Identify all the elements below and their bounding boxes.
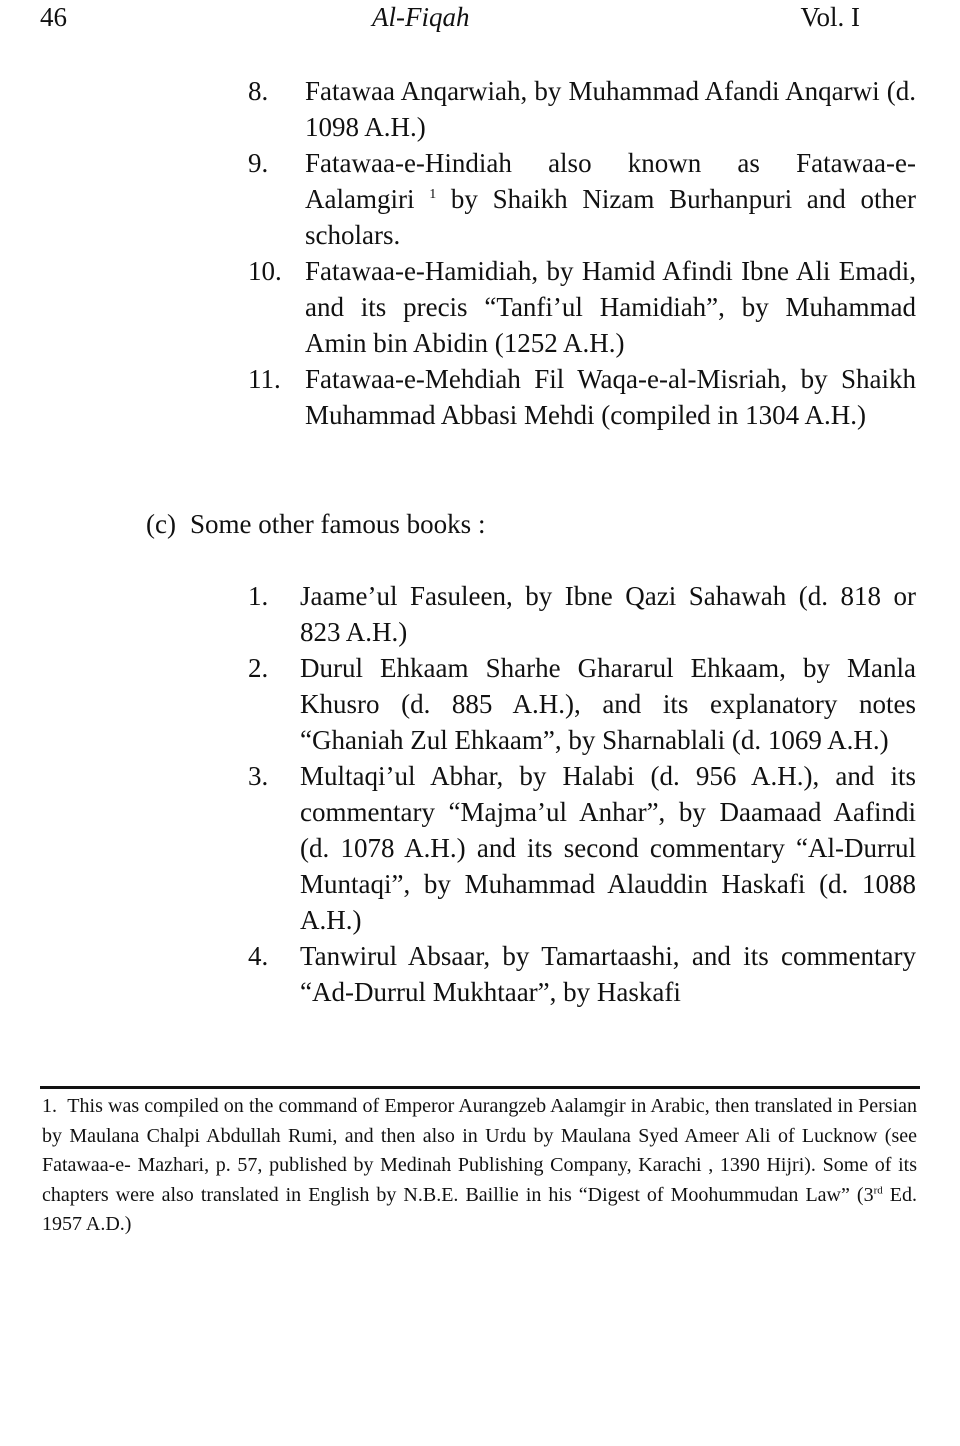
item-text: Fatawaa-e-Mehdiah Fil Waqa-e-al-Misriah, by Shaikh Muhammad Abbasi Mehdi (compiled in 1304 A.H.) [305, 364, 916, 430]
item-number: 1. [248, 581, 269, 611]
list-item [248, 145, 916, 253]
item-text: Fatawaa Anqarwiah, by Muhammad Afandi Anqarwi (d. 1098 A.H.) [305, 76, 916, 142]
list-item [248, 938, 916, 1010]
item-number: 2. [248, 653, 269, 683]
item-number: 3. [248, 761, 269, 791]
list-item [248, 73, 916, 145]
famous-books-list [248, 578, 916, 1010]
item-text-continued: by Shaikh Nizam Burhanpuri and other scholars. [305, 184, 916, 250]
item-number: 11. [248, 364, 281, 394]
item-number: 4. [248, 941, 269, 971]
section-title: Some other famous books : [189, 509, 486, 539]
item-text: Fatawaa-e-Hamidiah, by Hamid Afindi Ibne Ali Emadi, and its precis “Tanfi’ul Hamidiah”, by Muhammad Amin bin Abidin (1252 A.H.) [305, 256, 916, 358]
list-item [248, 578, 916, 650]
item-number: 9. [248, 148, 269, 178]
list-item [248, 253, 916, 361]
footnote-reference[interactable]: 1 [429, 187, 437, 202]
footnote-number: 1. [42, 1095, 57, 1117]
volume-label: Vol. I [800, 2, 860, 32]
footnote-tail: Ed. 1957 A.D.) [42, 1183, 918, 1235]
section-heading [146, 506, 485, 542]
list-item [248, 758, 916, 938]
running-header [40, 2, 860, 42]
item-number: 8. [248, 76, 269, 106]
footnote-text: This was compiled on the command of Emperor Aurangzeb Aalamgir in Arabic, then translated in Persian by Maulana Chalpi Abdullah Rumi, and then also in Urdu by Maulana Syed Ameer Ali of Lucknow (see Fatawaa-e- Mazhari, p. 57, published by Medinah Publishing Company, Karachi , 1390 Hijri). Some of its chapters were also translated in English by N.B.E. Baillie in his “Digest of Moohummudan Law” (3 [42, 1095, 917, 1206]
footnote-divider [40, 1086, 920, 1089]
section-label: (c) [146, 509, 176, 539]
item-number: 10. [248, 256, 282, 286]
item-text: Jaame’ul Fasuleen, by Ibne Qazi Sahawah (d. 818 or 823 A.H.) [300, 581, 916, 647]
item-text: Multaqi’ul Abhar, by Halabi (d. 956 A.H.), and its commentary “Majma’ul Anhar”, by Daamaad Aafindi (d. 1078 A.H.) and its second commentary “Al-Durrul Muntaqi”, by Muhammad Alauddin Haskafi (d. 1088 A.H.) [300, 761, 916, 935]
item-text: Tanwirul Absaar, by Tamartaashi, and its commentary “Ad-Durrul Mukhtaar”, by Haskafi [300, 941, 916, 1007]
item-text: Fatawaa-e-Hindiah also known as Fatawaa-e-Aalamgiri [305, 148, 916, 214]
list-item [248, 361, 916, 433]
ordinal-suffix: rd [873, 1183, 883, 1196]
book-title: Al-Fiqah [372, 2, 470, 32]
page-number: 46 [40, 2, 67, 32]
list-item [248, 650, 916, 758]
fatawa-list [248, 73, 916, 433]
item-text: Durul Ehkaam Sharhe Ghararul Ehkaam, by Manla Khusro (d. 885 A.H.), and its explanatory notes “Ghaniah Zul Ehkaam”, by Sharnablali (d. 1069 A.H.) [300, 653, 916, 755]
footnote [42, 1092, 917, 1240]
